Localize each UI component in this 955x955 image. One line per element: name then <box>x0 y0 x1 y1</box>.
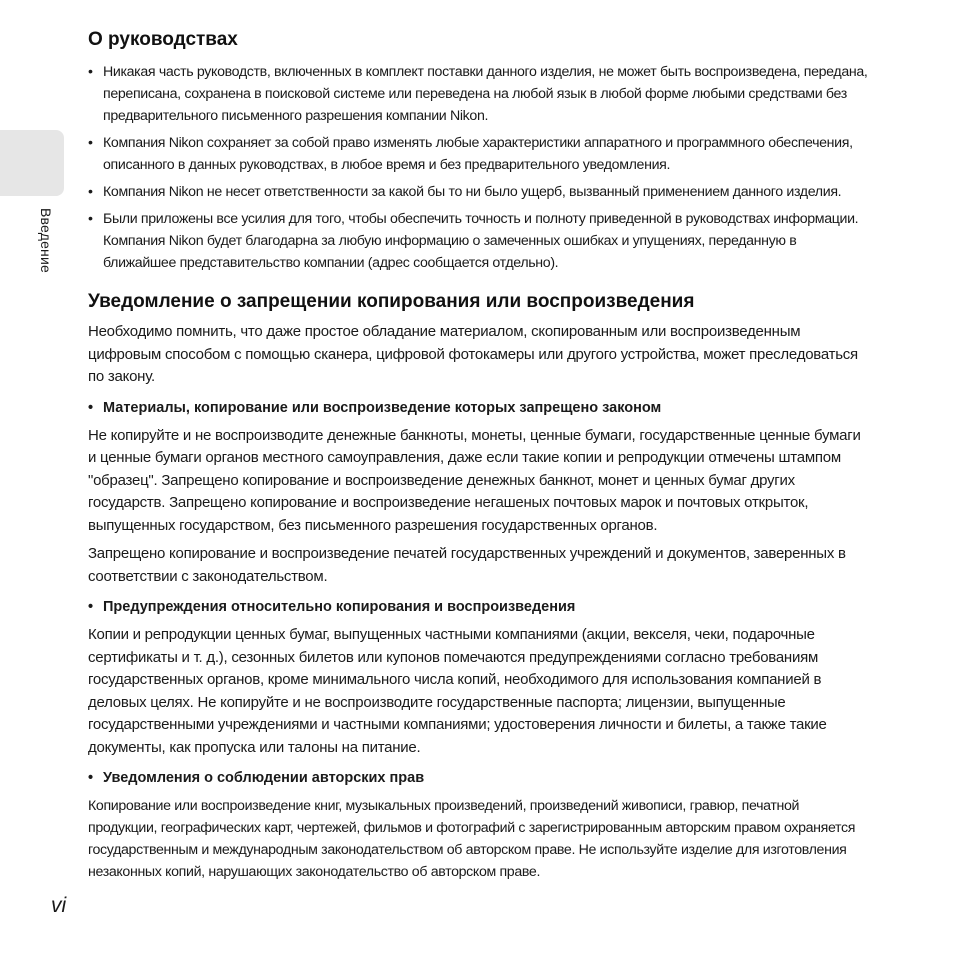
manuals-heading: О руководствах <box>88 29 238 50</box>
copy-warnings-subheading: • Предупреждения относительно копирования и воспроизведения <box>88 596 870 618</box>
list-item: • Компания Nikon не несет ответственности за какой бы то ни было ущерб, вызванный применением данного изделия. <box>88 181 870 203</box>
list-item: • Никакая часть руководств, включенных в комплект поставки данного изделия, не может быть воспроизведена, передана, переписана, сохранена в поисковой системе или переведена на любой язык в любой форме любыми средствами без предварительного письменного разрешения компании Nikon. <box>88 61 870 127</box>
copyright-subheading: • Уведомления о соблюдении авторских прав <box>88 767 870 789</box>
list-item: • Были приложены все усилия для того, чтобы обеспечить точность и полноту приведенной в руководствах информации. Компания Nikon будет благодарна за любую информацию о замеченных ошибках и упущениях, переданную в ближайшее представительство компании (адрес сообщается отдельно). <box>88 208 870 274</box>
copy-warnings-paragraph: Копии и репродукции ценных бумаг, выпущенных частными компаниями (акции, векселя, чеки, подарочные сертификаты и т. д.), сезонных билетов или купонов помечаются предупреждениями согласно требованиям государственных органов, кроме минимального числа копий, необходимого для использования компанией в деловых целях. Не копируйте и не воспроизводите государственные паспорта; лицензии, выпущенные государственными учреждениями и частными компаниями; удостоверения личности и билеты, а также такие документы, как пропуска или талоны на питание. <box>88 626 827 756</box>
prohibited-items-subheading: • Материалы, копирование или воспроизведение которых запрещено законом <box>88 397 870 419</box>
page-content <box>88 28 870 883</box>
prohibited-items-paragraph: Не копируйте и не воспроизводите денежные банкноты, монеты, ценные бумаги, государственные ценные бумаги и ценные бумаги органов местного самоуправления, даже если такие копии и репродукции отмечены штампом "образец". Запрещено копирование и воспроизведение денежных банкнот, монет и ценных бумаг других государств. Запрещено копирование и воспроизведение негашеных почтовых марок и почтовых открыток, выпущенных государством, без письменного разрешения государственных органов. <box>88 426 861 534</box>
section-tab <box>0 130 64 196</box>
prohibited-seals-paragraph: Запрещено копирование и воспроизведение печатей государственных учреждений и документов, заверенных в соответствии с законодательством. <box>88 545 846 585</box>
copy-notice-intro: Необходимо помнить, что даже простое обладание материалом, скопированным или воспроизведенным цифровым способом с помощью сканера, цифровой фотокамеры или другого устройства, может преследоваться по закону. <box>88 323 858 385</box>
copyright-paragraph: Копирование или воспроизведение книг, музыкальных произведений, произведений живописи, гравюр, печатной продукции, географических карт, чертежей, фильмов и фотографий с зарегистрированным авторским правом охраняется государственным и международным законодательством об авторском праве. Не используйте изделие для изготовления незаконных копий, нарушающих законодательство об авторском праве. <box>88 798 856 880</box>
section-tab-label: Введение <box>38 208 54 273</box>
manuals-bullet-list <box>88 61 870 274</box>
page-number: vi <box>51 894 67 917</box>
copy-notice-heading: Уведомление о запрещении копирования или воспроизведения <box>88 291 695 312</box>
list-item: • Компания Nikon сохраняет за собой право изменять любые характеристики аппаратного и программного обеспечения, описанного в данных руководствах, в любое время и без предварительного уведомления. <box>88 132 870 176</box>
